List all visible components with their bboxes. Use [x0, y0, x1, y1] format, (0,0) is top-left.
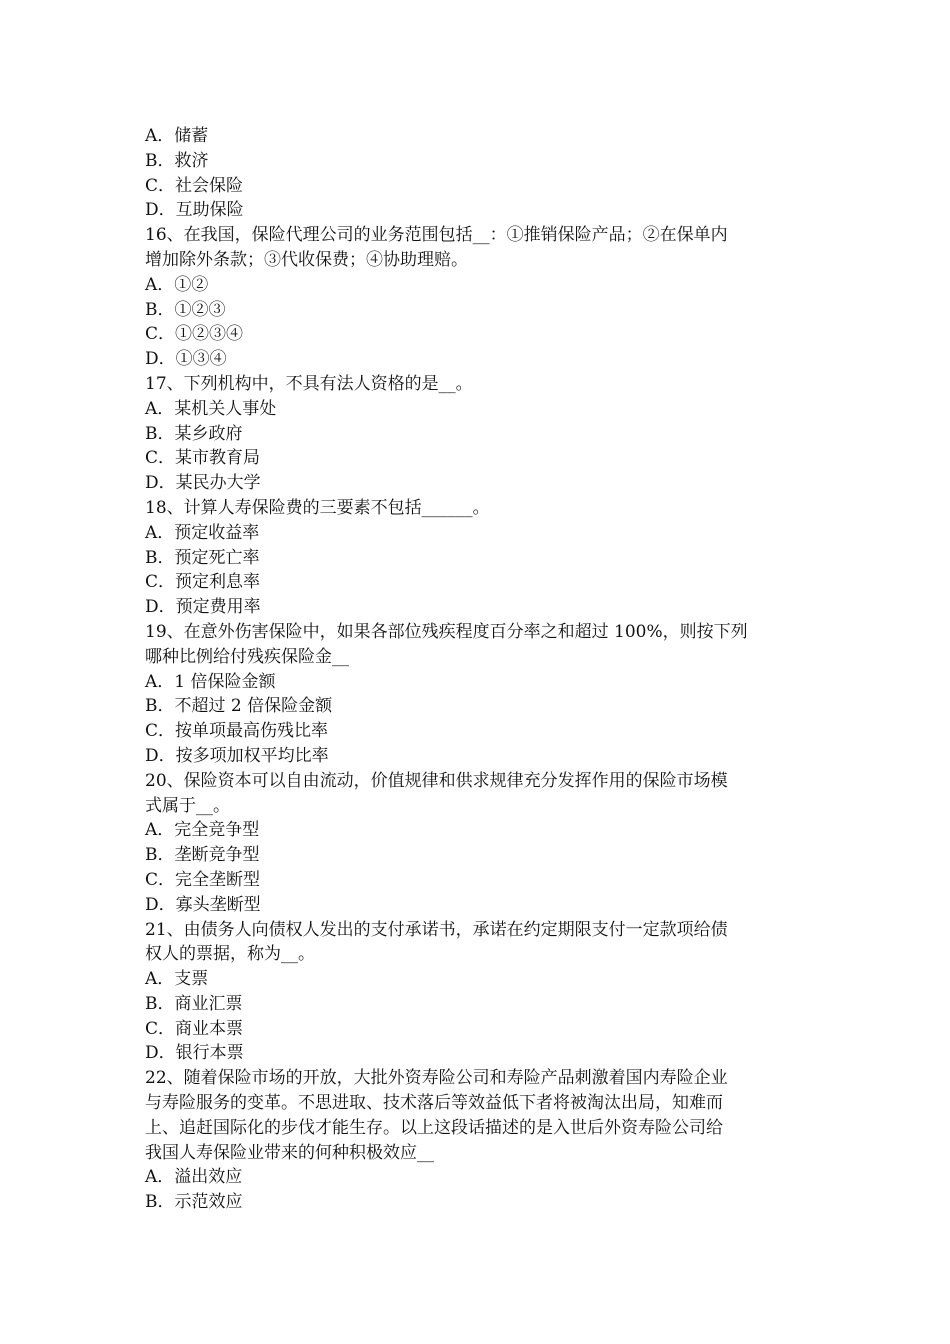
option-b-q15: B．救济	[145, 150, 209, 171]
option-d-q18: D．预定费用率	[145, 597, 261, 618]
option-b-q20: B．垄断竞争型	[145, 845, 260, 866]
question-22-line-4: 我国人寿保险业带来的何种积极效应__	[145, 1142, 434, 1163]
option-d-q15: D．互助保险	[145, 200, 244, 221]
option-c-q19: C．按单项最高伤残比率	[145, 721, 329, 742]
option-d-q20: D．寡头垄断型	[145, 894, 261, 915]
option-c-q15: C．社会保险	[145, 175, 244, 196]
option-b-q16: B．①②③	[145, 299, 226, 320]
question-20-line-2: 式属于__。	[145, 795, 230, 816]
question-19-line-2: 哪种比例给付残疾保险金__	[145, 646, 349, 667]
option-b-q22: B．示范效应	[145, 1192, 243, 1213]
option-b-q19: B．不超过 2 倍保险金额	[145, 696, 333, 717]
option-a-q16: A．①②	[145, 274, 209, 295]
option-a-q18: A．预定收益率	[145, 522, 260, 543]
option-a-q19: A．1 倍保险金额	[145, 671, 276, 692]
question-22-line-1: 22、随着保险市场的开放，大批外资寿险公司和寿险产品刺激着国内寿险企业	[145, 1068, 728, 1089]
question-17: 17、下列机构中，不具有法人资格的是__。	[145, 373, 473, 394]
option-c-q20: C．完全垄断型	[145, 869, 261, 890]
option-a-q20: A．完全竞争型	[145, 820, 260, 841]
option-a-q22: A．溢出效应	[145, 1167, 243, 1188]
option-a-q15: A．储蓄	[145, 126, 209, 146]
question-18: 18、计算人寿保险费的三要素不包括______。	[145, 497, 490, 518]
question-19-line-1: 19、在意外伤害保险中，如果各部位残疾程度百分率之和超过 100%，则按下列	[145, 621, 748, 642]
question-16-line-1: 16、在我国，保险代理公司的业务范围包括__：①推销保险产品；②在保单内	[145, 225, 728, 246]
question-16-line-2: 增加除外条款；③代收保费；④协助理赔。	[145, 249, 468, 270]
question-20-line-1: 20、保险资本可以自由流动，价值规律和供求规律充分发挥作用的保险市场模	[145, 770, 728, 791]
option-d-q19: D．按多项加权平均比率	[145, 745, 329, 766]
option-a-q21: A．支票	[145, 969, 209, 990]
option-c-q18: C．预定利息率	[145, 572, 261, 593]
question-22-line-3: 上、追赶国际化的步伐才能生存。以上这段话描述的是入世后外资寿险公司给	[145, 1117, 723, 1138]
option-d-q21: D．银行本票	[145, 1043, 244, 1064]
option-d-q17: D．某民办大学	[145, 473, 261, 494]
option-b-q21: B．商业汇票	[145, 993, 243, 1014]
option-a-q17: A．某机关人事处	[145, 398, 277, 419]
question-21-line-1: 21、由债务人向债权人发出的支付承诺书，承诺在约定期限支付一定款项给债	[145, 919, 728, 940]
option-c-q17: C．某市教育局	[145, 448, 261, 469]
option-b-q17: B．某乡政府	[145, 423, 243, 444]
question-21-line-2: 权人的票据，称为__。	[145, 944, 315, 965]
option-c-q21: C．商业本票	[145, 1018, 244, 1039]
option-c-q16: C．①②③④	[145, 324, 244, 345]
option-b-q18: B．预定死亡率	[145, 547, 260, 568]
document-page	[145, 124, 810, 1215]
question-22-line-2: 与寿险服务的变革。不思进取、技术落后等效益低下者将被淘汰出局，知难而	[145, 1093, 723, 1114]
option-d-q16: D．①③④	[145, 349, 227, 370]
